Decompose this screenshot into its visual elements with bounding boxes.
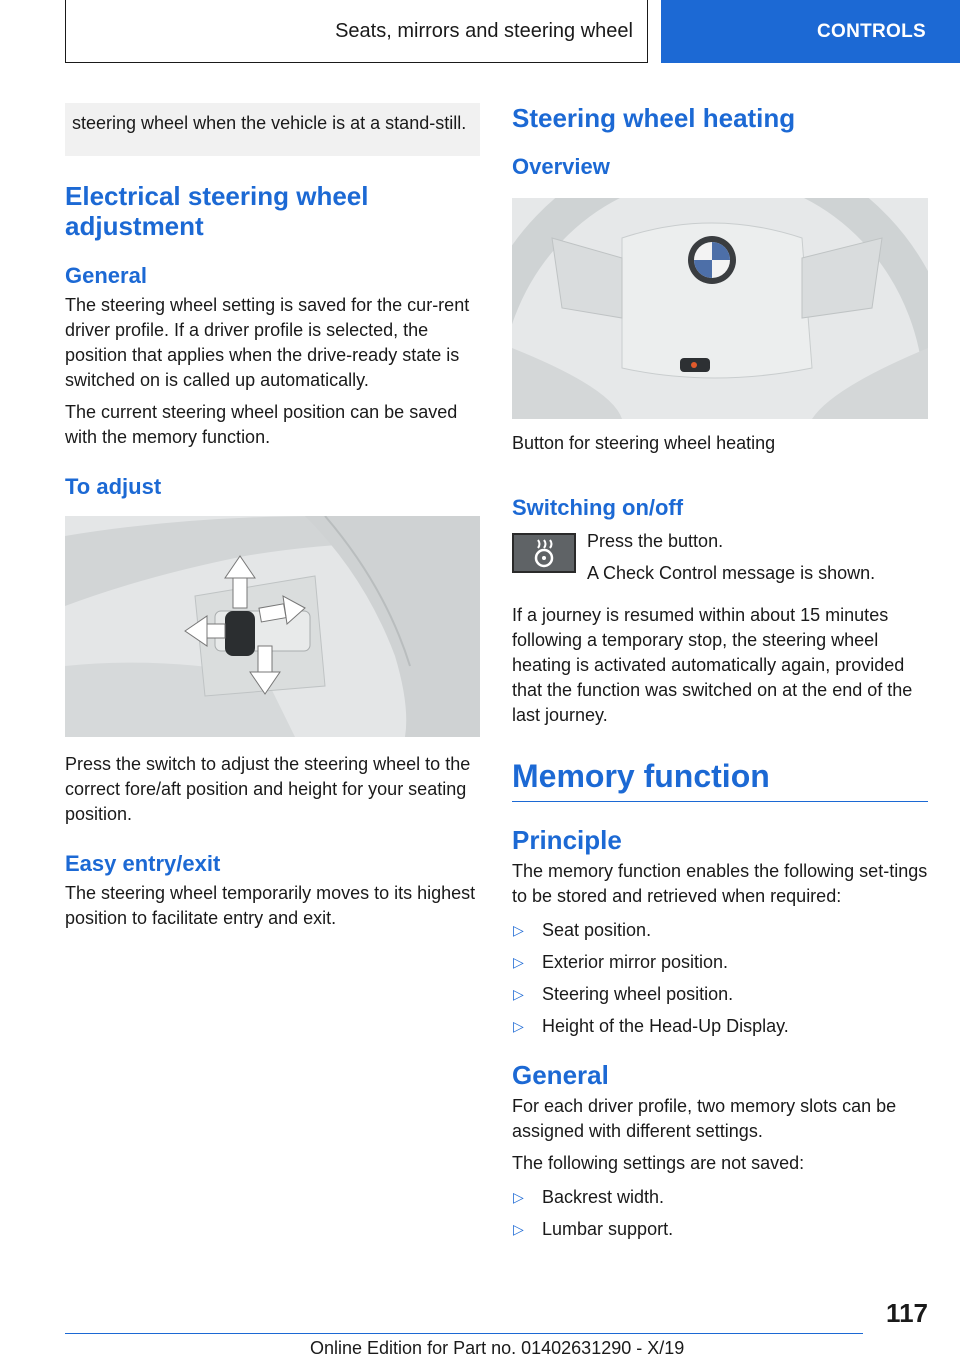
left-column <box>65 103 480 931</box>
adjust-switch-illustration <box>65 516 480 737</box>
list-item: ▷ Backrest width. <box>512 1185 928 1210</box>
steering-wheel-heat-icon <box>512 533 576 573</box>
triangle-right-icon: ▷ <box>513 1018 524 1034</box>
running-header-chapter <box>661 0 960 63</box>
check-control-text: A Check Control message is shown. <box>587 563 876 583</box>
paragraph-memory: The current steering wheel position can be saved with the memory function. <box>65 402 458 447</box>
footer-divider <box>65 1333 863 1334</box>
switch-instruction <box>512 529 928 586</box>
section-title: Seats, mirrors and steering wheel <box>335 19 633 42</box>
heading-steering-heating: Steering wheel heating <box>512 103 796 133</box>
paragraph-memory-slots: For each driver profile, two memory slots can be assigned with different settings. <box>512 1096 897 1141</box>
image-caption: Button for steering wheel heating <box>512 433 776 453</box>
list-item: ▷ Steering wheel position. <box>512 982 928 1007</box>
steering-wheel-image <box>512 198 928 419</box>
list-item: ▷ Exterior mirror position. <box>512 950 928 975</box>
page-number: 117 <box>886 1298 928 1328</box>
triangle-right-icon: ▷ <box>513 1221 524 1237</box>
chapter-title: CONTROLS <box>816 20 926 42</box>
heading-switching: Switching on/off <box>512 495 684 520</box>
right-column <box>512 103 928 1249</box>
running-header-section <box>65 0 648 63</box>
paragraph-principle: The memory function enables the following set-tings to be stored and retrieved when required: <box>512 861 928 906</box>
note-text: steering wheel when the vehicle is at a stand-still. <box>72 113 467 133</box>
heading-overview: Overview <box>512 154 610 179</box>
list-item: ▷ Lumbar support. <box>512 1217 928 1242</box>
triangle-right-icon: ▷ <box>513 922 524 938</box>
paragraph-journey: If a journey is resumed within about 15 minutes following a temporary stop, the steering wheel heating is activated automatically again, provided that the function was switched on at the end of the last journey. <box>512 605 913 725</box>
note-box <box>65 103 480 156</box>
paragraph-not-saved: The following settings are not saved: <box>512 1153 805 1173</box>
press-button-text: Press the button. <box>587 531 724 551</box>
list-item: ▷ Height of the Head-Up Display. <box>512 1014 928 1039</box>
triangle-right-icon: ▷ <box>513 986 524 1002</box>
list-item: ▷ Seat position. <box>512 918 928 943</box>
triangle-right-icon: ▷ <box>513 1189 524 1205</box>
heading-electrical-adjustment: Electrical steering wheel adjustment <box>65 181 369 241</box>
memory-settings-list <box>512 918 928 1039</box>
edition-text: Online Edition for Part no. 01402631290 - X/19 <box>310 1338 685 1358</box>
heading-general: General <box>65 263 147 288</box>
paragraph-press-switch: Press the switch to adjust the steering wheel to the correct fore/aft position and height for your seating position. <box>65 754 471 824</box>
heading-easy-entry: Easy entry/exit <box>65 851 221 876</box>
heading-memory-function: Memory function <box>512 757 928 802</box>
not-saved-list <box>512 1185 928 1242</box>
paragraph-easy-entry: The steering wheel temporarily moves to its highest position to facilitate entry and exit. <box>65 883 476 928</box>
paragraph-profile: The steering wheel setting is saved for the cur-rent driver profile. If a driver profile is selected, the position that applies when the drive-ready state is switched on is called up automatically. <box>65 295 470 390</box>
triangle-right-icon: ▷ <box>513 954 524 970</box>
heading-principle: Principle <box>512 825 622 855</box>
steering-adjust-switch-image <box>65 516 480 737</box>
heading-to-adjust: To adjust <box>65 474 162 499</box>
heading-general-memory: General <box>512 1060 609 1090</box>
steering-wheel-illustration <box>512 198 928 419</box>
